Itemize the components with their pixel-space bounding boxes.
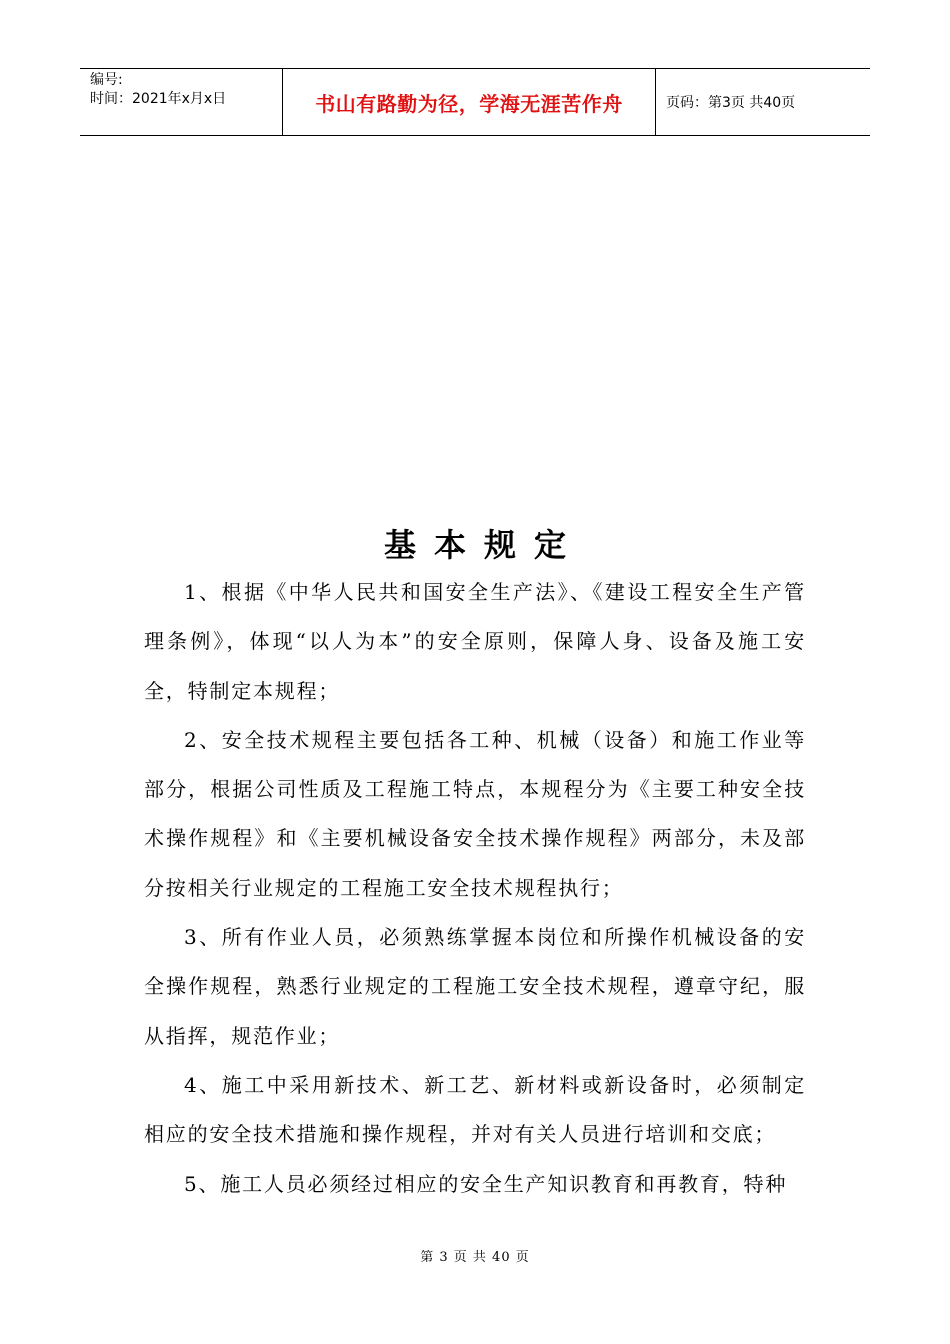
paragraph: 4、施工中采用新技术、新工艺、新材料或新设备时，必须制定相应的安全技术措施和操作规程，并对有关人员进行培训和交底；: [144, 1072, 806, 1147]
page-footer: 第 3 页 共 40 页: [420, 1250, 530, 1265]
document-number-label: 编号:: [90, 72, 123, 88]
header-table: [80, 68, 870, 136]
paragraph: 2、安全技术规程主要包括各工种、机械（设备）和施工作业等部分，根据公司性质及工程施工特点，本规程分为《主要工种安全技术操作规程》和《主要机械设备安全技术操作规程》两部分，未及部分按相关行业规定的工程施工安全技术规程执行；: [144, 727, 806, 900]
header-motto: 书山有路勤为径，学海无涯苦作舟: [283, 69, 656, 135]
paragraph: 1、根据《中华人民共和国安全生产法》、《建设工程安全生产管理条例》，体现“以人为本”的安全原则，保障人身、设备及施工安全，特制定本规程；: [144, 580, 806, 703]
document-title: 基本规定: [383, 526, 584, 564]
document-date: 时间：2021年x月x日: [90, 91, 227, 107]
paragraph: 5、施工人员必须经过相应的安全生产知识教育和再教育，特种: [184, 1171, 788, 1196]
document-body: [144, 568, 806, 1209]
header-page-info: 页码：第3页 共40页: [666, 95, 796, 111]
header-meta-cell: [80, 69, 283, 135]
paragraph: 3、所有作业人员，必须熟练掌握本岗位和所操作机械设备的安全操作规程，熟悉行业规定的工程施工安全技术规程，遵章守纪，服从指挥，规范作业；: [144, 925, 806, 1048]
